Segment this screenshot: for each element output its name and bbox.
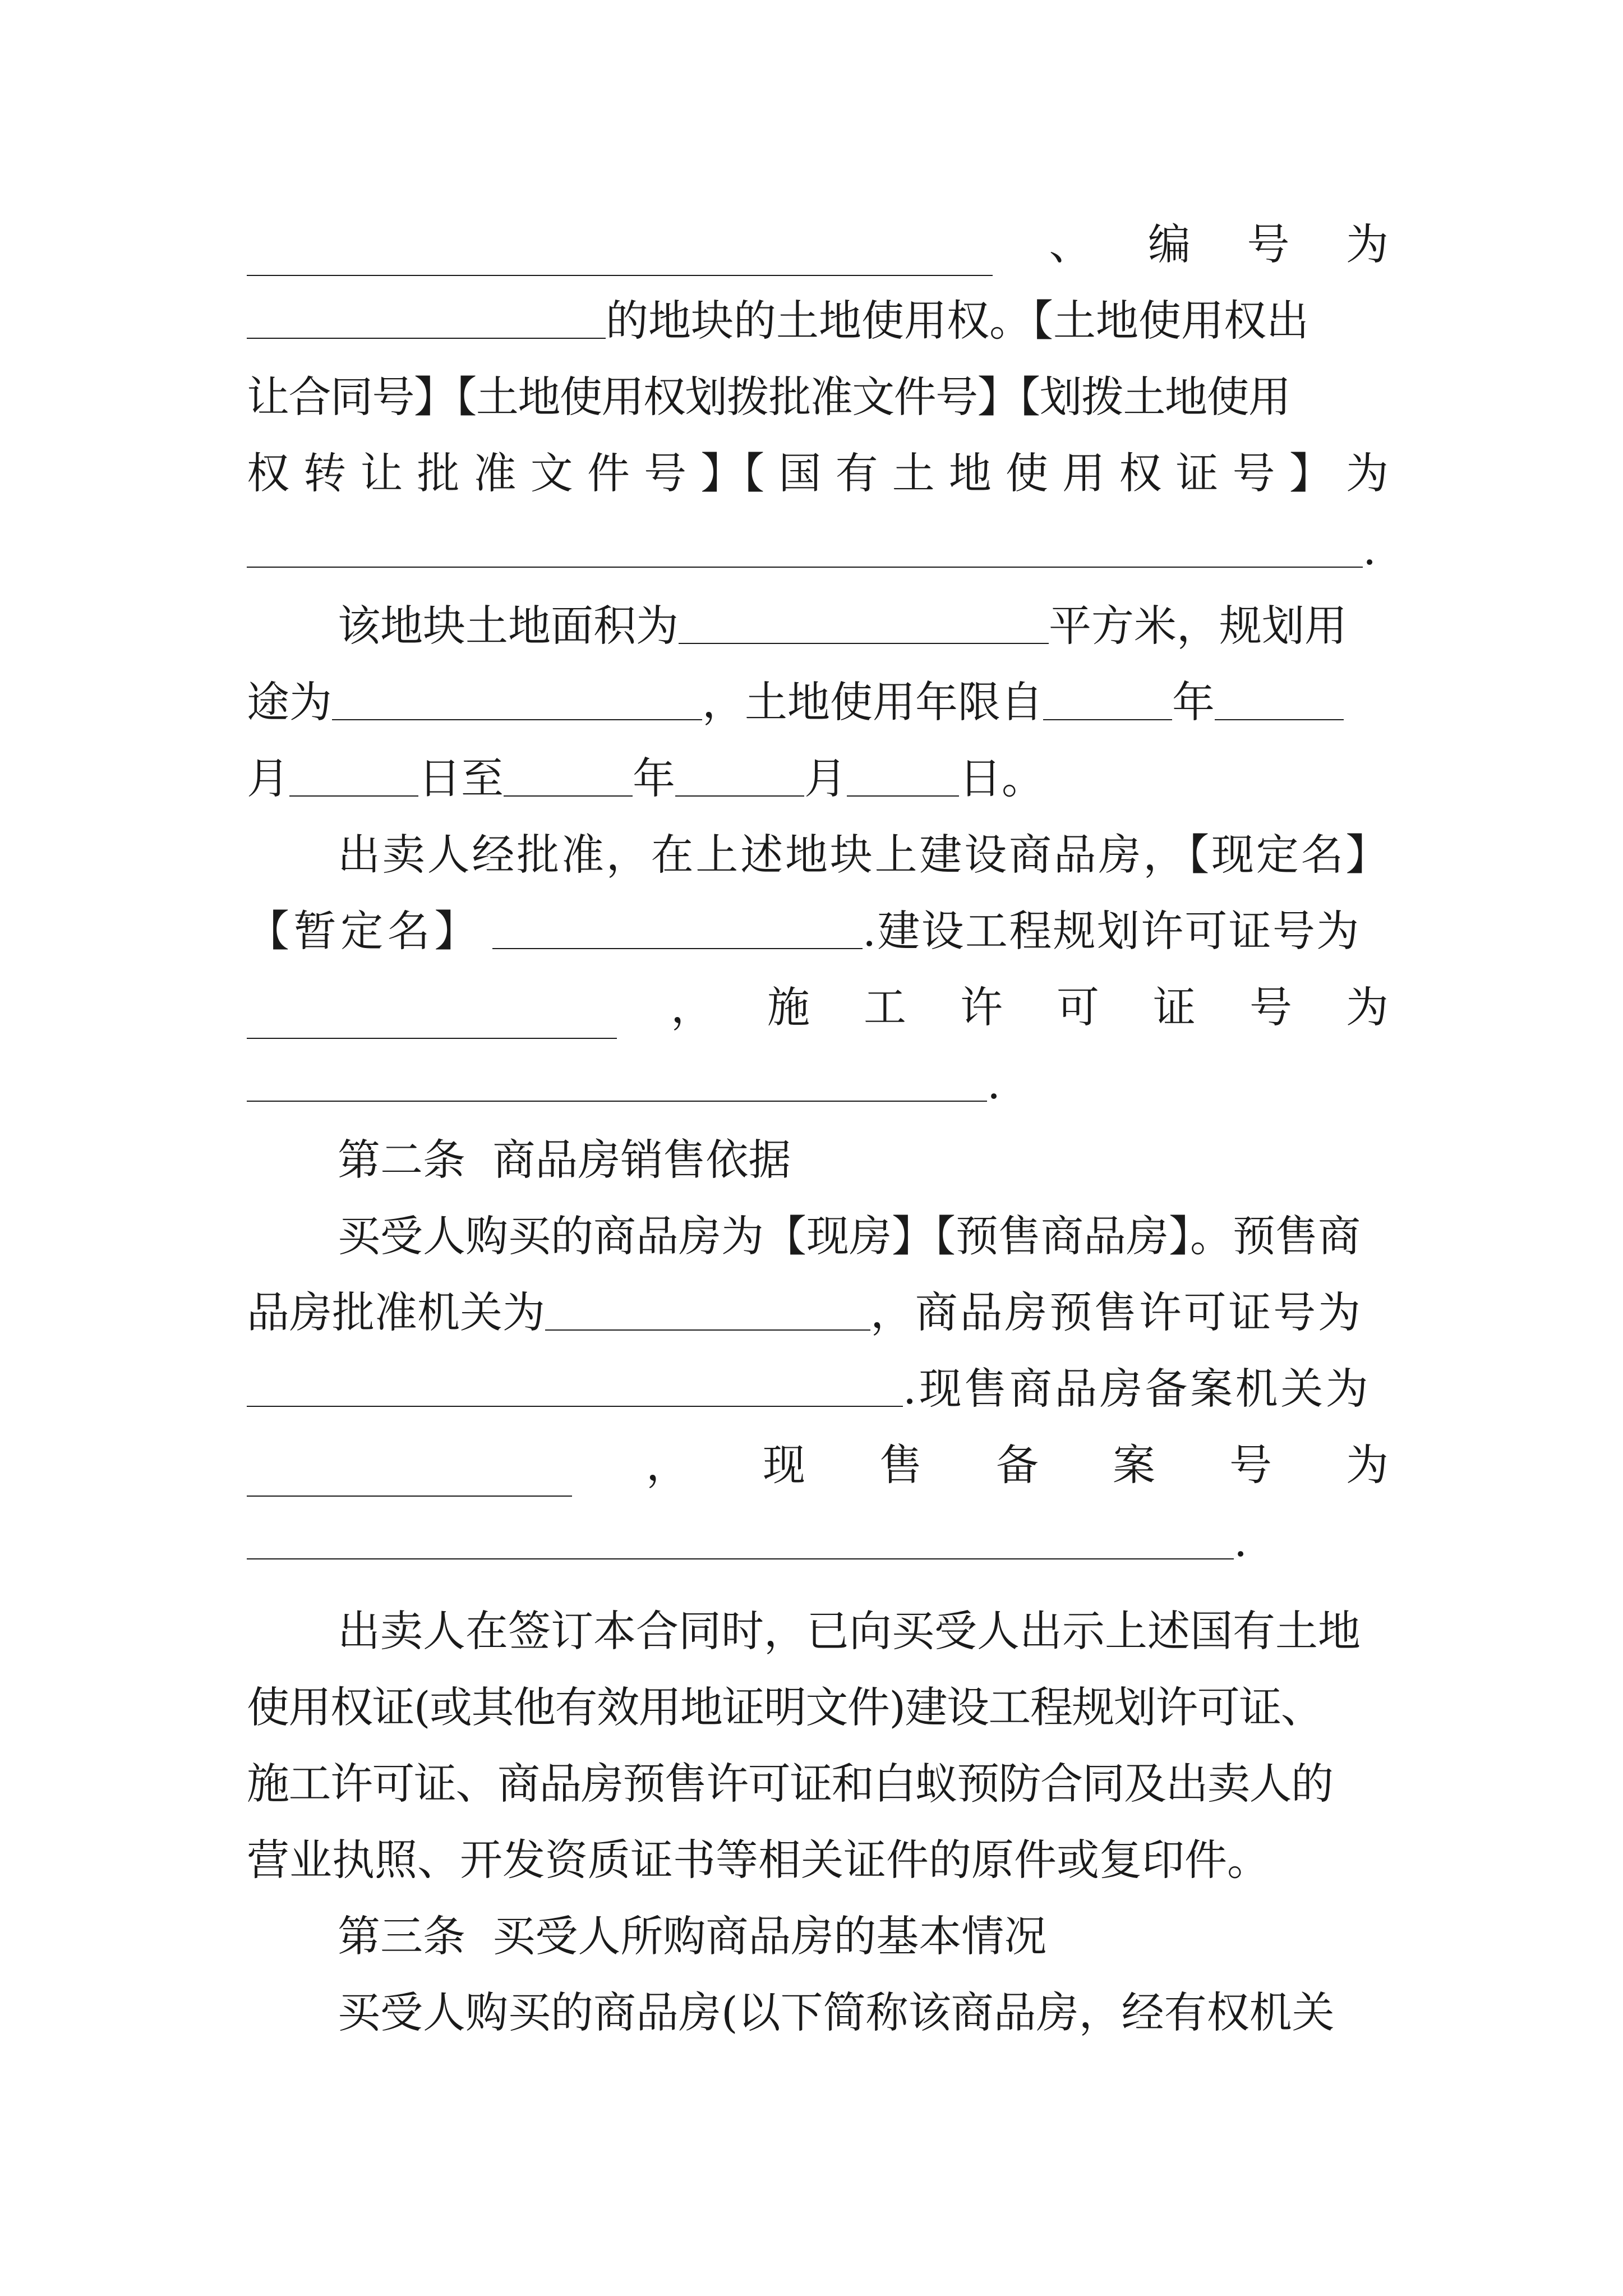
text: 年 [1172,677,1215,727]
section-heading: 第二条 商品房销售依据 [338,1135,791,1185]
line-18 [247,1513,1389,1570]
text: 】 [1289,448,1332,498]
line-14 [338,1208,1389,1264]
blank-field [247,275,993,276]
text: 证 [1153,982,1196,1032]
line-20 [247,1680,1389,1736]
text: 编 [1148,219,1191,269]
blank-field [247,1496,572,1497]
text: 品房批准机关为 [247,1287,545,1337]
line-21 [247,1756,1389,1812]
blank-field [247,1038,617,1039]
text: 买受人购买的商品房(以下简称该商品房，经有权机关 [338,1987,1335,2037]
text: 日至 [418,753,504,803]
blank-field [545,1329,870,1331]
text: 地 [948,448,992,498]
text: 证 [1175,448,1219,498]
text: 平方米，规划用 [1049,601,1347,651]
text: 案 [1113,1440,1155,1490]
blank-field [504,795,633,797]
text: 该地块土地面积为 [338,601,679,651]
text: 号 [1232,448,1275,498]
text: 月 [247,753,289,803]
text: 权 [247,448,289,498]
text: 年 [633,753,675,803]
text: 权 [1119,448,1162,498]
line-22 [247,1832,1389,1888]
text: 、 [1049,219,1092,269]
line-11 [247,979,1389,1036]
text: 备 [996,1440,1039,1490]
text: 日。 [959,753,1044,803]
text: .现售商品房备案机关为 [903,1364,1371,1414]
text: 使用权证(或其他有效用地证明文件)建设工程规划许可证、 [247,1682,1323,1732]
text: 转 [303,448,347,498]
text: 件 [587,448,630,498]
blank-field [679,643,1049,644]
text: 为 [1346,219,1389,269]
blank-field [247,1101,987,1102]
text: 号 [1229,1440,1272,1490]
line-23 [338,1908,1389,1964]
text: 号 [1249,982,1292,1032]
line-24 [338,1985,1389,2041]
line-8 [247,751,1389,807]
text: 现 [763,1440,805,1490]
text: 号 [1247,219,1290,269]
blank-field [675,795,804,797]
line-6 [338,598,1389,654]
blank-field [1215,719,1344,720]
text: . [987,1059,1001,1108]
line-17 [247,1437,1389,1493]
text: 为 [1346,1440,1389,1490]
text: 使 [1006,448,1049,498]
line-13 [338,1132,1389,1188]
text: 施 [767,982,810,1032]
blank-field [247,1558,1234,1559]
text: 用 [1062,448,1105,498]
text: 让 [360,448,403,498]
line-1 [247,217,1389,273]
text: 工 [864,982,906,1032]
text: 土 [892,448,935,498]
text: 为 [1345,448,1389,498]
blank-field [247,567,1363,568]
text: 为 [1346,982,1389,1032]
text: 营业执照、开发资质证书等相关证件的原件或复印件。 [247,1835,1270,1885]
line-3 [247,369,1389,425]
line-9 [338,827,1389,883]
text: 许 [960,982,1003,1032]
line-10 [247,903,1389,959]
line-12 [247,1056,1389,1112]
text: . [1234,1516,1248,1566]
line-4 [247,445,1389,501]
text: .建设工程规划许可证号为 [863,906,1361,956]
text: 买受人购买的商品房为【现房】【预售商品房】。预售商 [338,1211,1361,1261]
blank-field [847,795,959,797]
text: 】【 [700,448,765,498]
blank-field [492,948,863,949]
blank-field [1043,719,1172,720]
text: . [1363,524,1377,574]
text: 号 [644,448,687,498]
blank-field [247,1406,903,1407]
text: 国 [778,448,822,498]
text: 出卖人经批准，在上述地块上建设商品房，【现定名】 [338,830,1391,880]
text: 【暂定名】 [247,906,481,956]
text: 出卖人在签订本合同时，已向买受人出示上述国有土地 [338,1606,1361,1656]
line-19 [338,1603,1389,1659]
text: 可 [1057,982,1099,1032]
text: 月 [804,753,847,803]
line-16 [247,1361,1389,1417]
text: ，土地使用年限自 [702,677,1043,727]
text: 售 [879,1440,922,1490]
text: 施工许可证、商品房预售许可证和白蚁预防合同及出卖人的 [247,1759,1333,1809]
text: 文 [530,448,573,498]
text: 的地块的土地使用权。【土地使用权出 [606,296,1309,346]
section-heading: 第三条 买受人所购商品房的基本情况 [338,1911,1047,1961]
text: ， [671,982,713,1032]
text: 准 [473,448,517,498]
text: ，商品房预售许可证号为 [870,1287,1363,1337]
blank-field [332,719,702,720]
text: 让合同号】【土地使用权划拨批准文件号】【划拨土地使用 [247,372,1290,422]
line-7 [247,674,1389,730]
blank-field [289,795,418,797]
line-5 [247,522,1389,578]
text: ， [646,1440,689,1490]
line-15 [247,1285,1389,1341]
text: 有 [835,448,878,498]
text: 批 [417,448,460,498]
text: 途为 [247,677,332,727]
blank-field [247,338,606,339]
line-2 [247,293,1389,349]
